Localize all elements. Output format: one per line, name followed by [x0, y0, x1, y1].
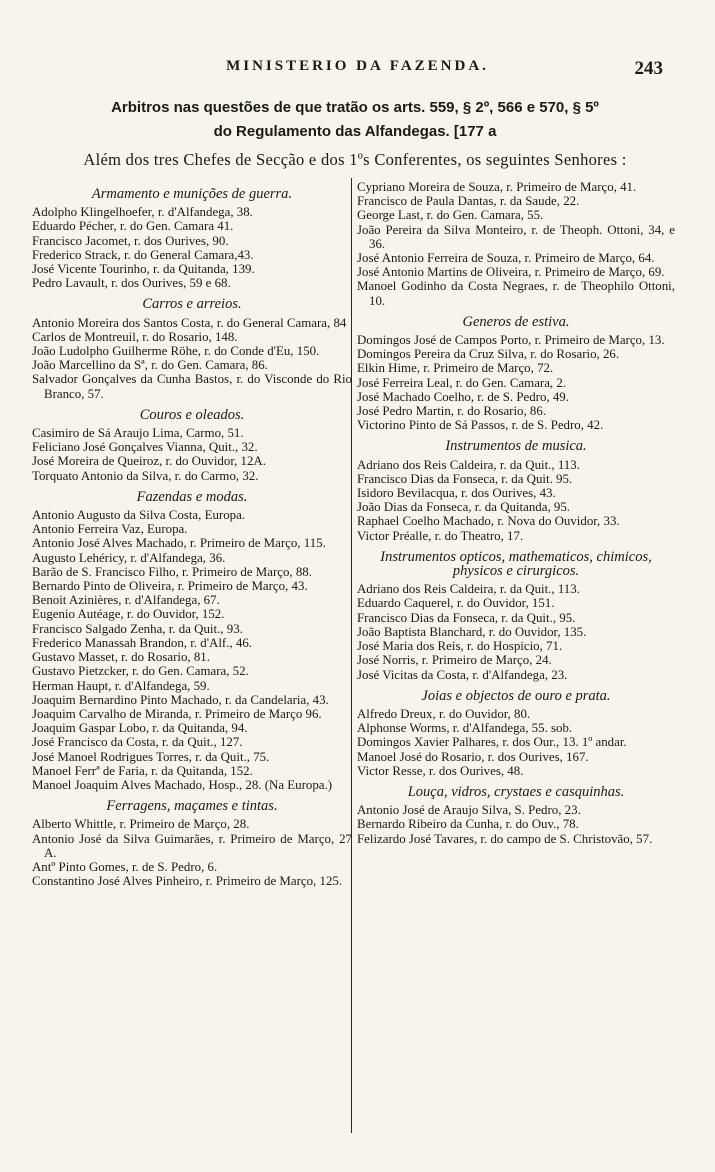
- section-title: Couros e oleados.: [139, 406, 245, 423]
- directory-entry: Adriano dos Reis Caldeira, r. da Quit., 113.: [357, 457, 580, 472]
- directory-entry: José Ferreira Leal, r. do Gen. Camara, 2.: [357, 375, 567, 390]
- heading-line-1: Arbitros nas questões de que tratão os arts. 559, § 2º, 566 e 570, § 5º: [111, 99, 599, 116]
- directory-section: [32, 799, 352, 888]
- directory-entry: José Vicitas da Costa, r. d'Alfandega, 23.: [357, 667, 568, 682]
- directory-section: [357, 785, 675, 846]
- directory-entry: Joaquim Bernardino Pinto Machado, r. da Candelaria, 43.: [32, 692, 329, 707]
- directory-entry: Manoel José do Rosario, r. dos Ourives, 167.: [357, 749, 589, 764]
- directory-entry: Victorino Pinto de Sá Passos, r. de S. Pedro, 42.: [357, 418, 604, 433]
- directory-section: [32, 408, 352, 483]
- section-title: Armamento e munições de guerra.: [91, 186, 293, 202]
- directory-entry: Antonio Ferreira Vaz, Europa.: [32, 522, 188, 537]
- directory-entry: Bernardo Pinto de Oliveira, r. Primeiro de Março, 43.: [32, 579, 308, 594]
- directory-entry: José Manoel Rodrigues Torres, r. da Quit., 75.: [32, 749, 270, 764]
- section-title: Generos de estiva.: [462, 313, 570, 330]
- directory-section: [357, 315, 675, 433]
- section-title: Fazendas e modas.: [136, 488, 248, 505]
- directory-entry: Gustavo Masset, r. do Rosario, 81.: [32, 650, 210, 665]
- directory-entry: Frederico Strack, r. do General Camara,43.: [32, 247, 254, 262]
- directory-entry: José Francisco da Costa, r. da Quit., 127.: [32, 735, 243, 750]
- directory-entry: Adriano dos Reis Caldeira, r. da Quit., 113.: [357, 582, 580, 597]
- directory-entry: José Machado Coelho, r. de S. Pedro, 49.: [357, 389, 569, 404]
- section-title: Ferragens, maçames e tintas.: [106, 798, 278, 815]
- directory-entry: Victor Préalle, r. do Theatro, 17.: [357, 528, 524, 543]
- directory-section: [357, 180, 675, 308]
- page-number: 243: [634, 58, 663, 79]
- directory-entry: Elkin Hime, r. Primeiro de Março, 72.: [357, 361, 554, 376]
- directory-entry: Antonio Moreira dos Santos Costa, r. do General Camara, 84: [32, 315, 347, 330]
- directory-entry: Eugenio Autéage, r. do Ouvidor, 152.: [32, 607, 225, 622]
- directory-entry: Joaquim Carvalho de Miranda, r. Primeiro de Março 96.: [32, 706, 322, 721]
- directory-entry: João Pereira da Silva Monteiro, r. de Theoph. Ottoni, 34, e 36.: [357, 222, 675, 251]
- directory-entry: Francisco Dias da Fonseca, r. da Quit. 95.: [357, 471, 573, 486]
- directory-entry: João Baptista Blanchard, r. do Ouvidor, 135.: [357, 624, 587, 639]
- directory-entry: Cypriano Moreira de Souza, r. Primeiro de Março, 41.: [357, 180, 637, 194]
- directory-entry: Benoit Azinières, r. d'Alfandega, 67.: [32, 593, 220, 608]
- directory-entry: Manoel Ferrª de Faria, r. da Quitanda, 152.: [32, 763, 253, 778]
- directory-entry: Alphonse Worms, r. d'Alfandega, 55. sob.: [357, 721, 573, 736]
- directory-section: [357, 439, 675, 542]
- directory-entry: Francisco Salgado Zenha, r. da Quit., 93.: [32, 621, 243, 636]
- directory-entry: Francisco Jacomet, r. dos Ourives, 90.: [32, 233, 229, 248]
- directory-entry: Torquato Antonio da Silva, r. do Carmo, 32.: [32, 468, 259, 483]
- directory-entry: Casimiro de Sá Araujo Lima, Carmo, 51.: [32, 426, 244, 441]
- directory-entry: João Ludolpho Guilherme Röhe, r. do Conde d'Eu, 150.: [32, 344, 320, 359]
- directory-entry: José Antonio Martins de Oliveira, r. Primeiro de Março, 69.: [357, 265, 665, 280]
- directory-entry: Domingos Pereira da Cruz Silva, r. do Rosario, 26.: [357, 347, 620, 362]
- directory-entry: Antonio Augusto da Silva Costa, Europa.: [32, 508, 246, 523]
- directory-section: [32, 187, 352, 290]
- section-title: Instrumentos opticos, mathematicos, chimicos, physicos e cirurgicos.: [380, 548, 652, 580]
- section-title: Instrumentos de musica.: [445, 438, 587, 455]
- section-title: Joias e objectos de ouro e prata.: [421, 687, 611, 704]
- directory-entry: Domingos Xavier Palhares, r. dos Our., 13. 1º andar.: [357, 735, 627, 750]
- directory-entry: Constantino José Alves Pinheiro, r. Primeiro de Março, 125.: [32, 874, 343, 889]
- directory-entry: Barão de S. Francisco Filho, r. Primeiro de Março, 88.: [32, 564, 312, 579]
- directory-entry: José Moreira de Queiroz, r. do Ouvidor, 12A.: [32, 454, 266, 469]
- directory-entry: Alberto Whittle, r. Primeiro de Março, 28.: [32, 817, 250, 832]
- section-title: Louça, vidros, crystaes e casquinhas.: [407, 783, 625, 800]
- directory-section: [32, 490, 352, 792]
- right-column: [357, 180, 675, 846]
- directory-entry: Francisco Dias da Fonseca, r. da Quit., 95.: [357, 610, 576, 625]
- directory-entry: Isidoro Bevilacqua, r. dos Ourives, 43.: [357, 486, 556, 501]
- directory-entry: Bernardo Ribeiro da Cunha, r. do Ouv., 78.: [357, 817, 579, 832]
- directory-entry: Augusto Lehéricy, r. d'Alfandega, 36.: [32, 550, 226, 565]
- directory-entry: Herman Haupt, r. d'Alfandega, 59.: [32, 678, 210, 693]
- running-head: [30, 58, 685, 82]
- intro-line: Além dos tres Chefes de Secção e dos 1ºs Conferentes, os seguintes Senhores :: [83, 150, 627, 169]
- directory-entry: Frederico Manassah Brandon, r. d'Alf., 46.: [32, 635, 252, 650]
- directory-entry: José Pedro Martin, r. do Rosario, 86.: [357, 404, 547, 419]
- directory-entry: Antonio José da Silva Guimarães, r. Primeiro de Março, 27 A.: [32, 831, 352, 860]
- directory-entry: Antº Pinto Gomes, r. de S. Pedro, 6.: [32, 859, 218, 874]
- directory-entry: Raphael Coelho Machado, r. Nova do Ouvidor, 33.: [357, 514, 620, 529]
- directory-entry: João Dias da Fonseca, r. da Quitanda, 95.: [357, 500, 571, 515]
- directory-entry: Francisco de Paula Dantas, r. da Saude, 22.: [357, 194, 580, 209]
- directory-entry: Manoel Joaquim Alves Machado, Hosp., 28. (Na Europa.): [32, 777, 333, 792]
- directory-entry: Antonio José Alves Machado, r. Primeiro de Março, 115.: [32, 536, 326, 551]
- directory-entry: Manoel Godinho da Costa Negraes, r. de Theophilo Ottoni, 10.: [357, 279, 675, 308]
- directory-entry: Gustavo Pietzcker, r. do Gen. Camara, 52.: [32, 664, 249, 679]
- directory-entry: Felizardo José Tavares, r. do campo de S. Christovão, 57.: [357, 831, 653, 846]
- directory-entry: Pedro Lavault, r. dos Ourives, 59 e 68.: [32, 276, 231, 291]
- directory-entry: José Vicente Tourinho, r. da Quitanda, 139.: [32, 262, 255, 277]
- section-title: Carros e arreios.: [142, 296, 242, 313]
- directory-section: [357, 689, 675, 778]
- directory-entry: Eduardo Caquerel, r. do Ouvidor, 151.: [357, 596, 555, 611]
- directory-entry: Eduardo Pécher, r. do Gen. Camara 41.: [32, 219, 234, 234]
- running-title: MINISTERIO DA FAZENDA.: [226, 58, 489, 74]
- directory-entry: Joaquim Gaspar Lobo, r. da Quitanda, 94.: [32, 721, 248, 736]
- directory-entry: José Antonio Ferreira de Souza, r. Primeiro de Março, 64.: [357, 251, 655, 266]
- left-column: [32, 180, 352, 888]
- directory-section: [32, 297, 352, 400]
- heading-line-2: do Regulamento das Alfandegas. [177 a: [213, 123, 497, 140]
- directory-entry: Antonio José de Araujo Silva, S. Pedro, 23.: [357, 803, 581, 818]
- directory-entry: José Maria dos Reis, r. do Hospicio, 71.: [357, 639, 563, 654]
- directory-entry: Victor Resse, r. dos Ourives, 48.: [357, 763, 524, 778]
- directory-entry: Carlos de Montreuil, r. do Rosario, 148.: [32, 329, 238, 344]
- directory-section: [357, 550, 675, 682]
- section-heading: [30, 96, 680, 144]
- directory-entry: George Last, r. do Gen. Camara, 55.: [357, 208, 544, 223]
- directory-entry: Alfredo Dreux, r. do Ouvidor, 80.: [357, 706, 531, 721]
- directory-entry: Salvador Gonçalves da Cunha Bastos, r. do Visconde do Rio Branco, 57.: [32, 372, 352, 401]
- directory-entry: Feliciano José Gonçalves Vianna, Quit., 32.: [32, 440, 258, 455]
- directory-entry: José Norris, r. Primeiro de Março, 24.: [357, 653, 552, 668]
- directory-entry: João Marcellino da Sª, r. do Gen. Camara, 86.: [32, 358, 268, 373]
- directory-entry: Domingos José de Campos Porto, r. Primeiro de Março, 13.: [357, 333, 665, 348]
- directory-entry: Adolpho Klingelhoefer, r. d'Alfandega, 38.: [32, 205, 253, 220]
